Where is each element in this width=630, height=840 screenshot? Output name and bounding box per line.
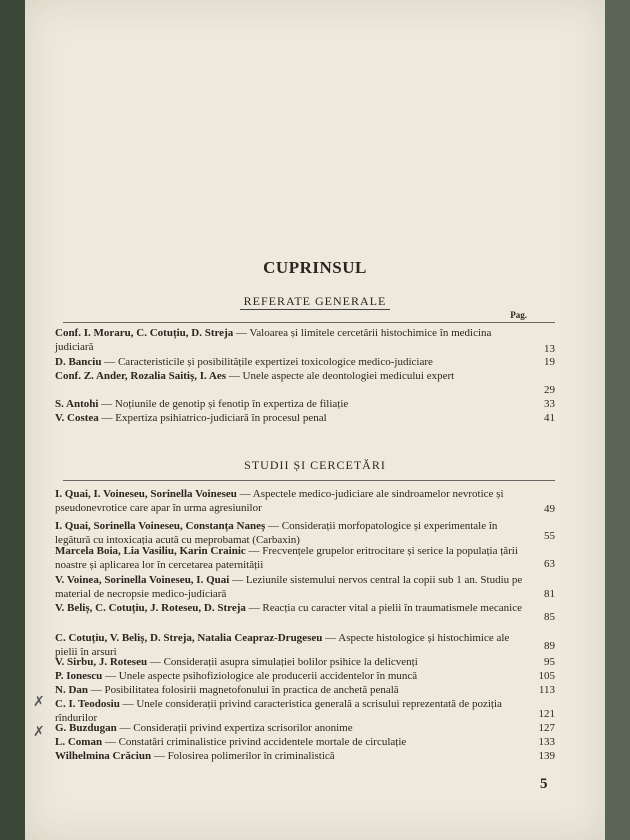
- entry-page-number: 55: [544, 530, 555, 542]
- entry-title: — Aspectele medico-judiciare ale sindroamelor nevrotice și pseudonevrotice care apar în urma agresiunilor: [55, 488, 504, 514]
- entry-authors: Conf. Z. Ander, Rozalia Saitiș, I. Aes: [55, 370, 227, 382]
- entry-page-number: 89: [544, 640, 555, 652]
- entry-title: — Noțiunile de genotip și fenotip în expertiza de filiație: [98, 398, 349, 410]
- toc-entry: [55, 356, 528, 370]
- entry-page-number: 49: [544, 503, 555, 515]
- entry-authors: G. Buzdugan: [55, 722, 117, 734]
- toc-entry: [55, 545, 528, 572]
- pag-label: Pag.: [510, 310, 527, 320]
- entry-title: — Leziunile sistemului nervos central la copii sub 1 an. Studiu pe material de necropsie medico-judiciară: [55, 574, 523, 600]
- table-top-rule: [63, 322, 555, 323]
- entry-authors: V. Beliș, C. Cotuțiu, J. Roteseu, D. Streja: [55, 602, 246, 614]
- entry-title: — Constatări criminalistice privind accidentele mortale de circulație: [102, 736, 407, 748]
- toc-entry: [55, 602, 528, 616]
- entry-authors: I. Quai, Sorinella Voineseu, Constanța Naneș: [55, 520, 266, 532]
- entry-page-number: 85: [544, 611, 555, 623]
- entry-title: — Expertiza psihiatrico-judiciară în procesul penal: [98, 412, 327, 424]
- toc-entry: [55, 750, 528, 764]
- page-number-footer: 5: [540, 776, 548, 792]
- book-page: [25, 0, 605, 840]
- pencil-check-mark: ✗: [33, 695, 45, 710]
- entry-authors: N. Dan: [55, 684, 89, 696]
- entry-title: — Valoarea și limitele cercetării histochimice în medicina judiciară: [55, 327, 492, 353]
- page-title: CUPRINSUL: [263, 258, 367, 277]
- entry-title: — Considerații asupra simulației bolilor psihice la delicvenți: [147, 656, 418, 668]
- toc-entry: [55, 684, 528, 698]
- entry-page-number: 13: [544, 343, 555, 355]
- entry-title: — Considerații privind expertiza scrisorilor anonime: [116, 722, 353, 734]
- entry-title: — Reacția cu caracter vital a pielii în traumatismele mecanice: [245, 602, 522, 614]
- section-heading-studii: STUDII ȘI CERCETĂRI: [244, 458, 386, 472]
- background-right: [605, 0, 630, 840]
- entry-title: — Aspecte histologice și histochimice ale pielii în arsuri: [55, 632, 510, 658]
- entry-authors: V. Voinea, Sorinella Voineseu, I. Quai: [55, 574, 230, 586]
- entry-title: — Posibilitatea folosirii magnetofonului în practica de anchetă penală: [88, 684, 399, 696]
- entry-page-number: 81: [544, 588, 555, 600]
- entry-title: — Considerații morfopatologice și experimentale în legătură cu intoxicația acută cu meprobamat (Carbaxin): [55, 520, 498, 546]
- entry-authors: D. Banciu: [55, 356, 102, 368]
- entry-authors: Marcela Boia, Lia Vasiliu, Karin Crainic: [55, 545, 246, 557]
- entry-authors: Conf. I. Moraru, C. Cotuțiu, D. Streja: [55, 327, 234, 339]
- entry-title: — Frecvențele grupelor eritrocitare și serice la populația țării noastre și aplicarea lor în cercetarea paternității: [55, 545, 518, 571]
- entry-page-number: 121: [538, 708, 555, 720]
- toc-entry: [55, 722, 528, 736]
- toc-entry: [55, 670, 528, 684]
- entry-title: — Folosirea polimerilor în criminalistică: [151, 750, 335, 762]
- entry-authors: I. Quai, I. Voineseu, Sorinella Voineseu: [55, 488, 237, 500]
- toc-entry: [55, 736, 528, 750]
- toc-entry: [55, 520, 528, 547]
- toc-entry: [55, 370, 528, 384]
- entry-title: — Unele considerații privind caracteristica generală a scrisului reprezentată de poziția rîndurilor: [55, 698, 502, 724]
- entry-authors: Wilhelmina Crăciun: [55, 750, 152, 762]
- entry-page-number: 133: [538, 736, 555, 748]
- entry-page-number: 63: [544, 558, 555, 570]
- entry-authors: C. Cotuțiu, V. Beliș, D. Streja, Natalia Ceapraz-Drugeseu: [55, 632, 323, 644]
- pencil-check-mark: ✗: [33, 725, 45, 740]
- entry-authors: L. Coman: [55, 736, 103, 748]
- entry-page-number: 33: [544, 398, 555, 410]
- entry-page-number: 95: [544, 656, 555, 668]
- entry-page-number: 105: [538, 670, 555, 682]
- entry-title: — Caracteristicile și posibilitățile expertizei toxicologice medico-judiciare: [101, 356, 433, 368]
- entry-authors: V. Costea: [55, 412, 99, 424]
- entry-page-number: 113: [538, 684, 555, 696]
- entry-page-number: 139: [538, 750, 555, 762]
- entry-authors: C. I. Teodosiu: [55, 698, 120, 710]
- entry-authors: P. Ionescu: [55, 670, 103, 682]
- toc-entry: [55, 398, 528, 412]
- entry-authors: V. Sirbu, J. Roteseu: [55, 656, 148, 668]
- toc-entry: [55, 488, 528, 515]
- toc-entry: [55, 327, 528, 354]
- toc-entry: [55, 412, 528, 426]
- heading-underline: [240, 309, 390, 310]
- entry-title: — Unele aspecte psihofiziologice ale producerii accidentelor în muncă: [102, 670, 418, 682]
- section-heading-referate: REFERATE GENERALE: [243, 294, 387, 308]
- entry-title: — Unele aspecte ale deontologiei medicului expert: [226, 370, 455, 382]
- toc-entry: [55, 574, 528, 601]
- entry-page-number: 19: [544, 356, 555, 368]
- entry-page-number: 41: [544, 412, 555, 424]
- background-left: [0, 0, 25, 840]
- table-top-rule: [63, 480, 555, 481]
- entry-authors: S. Antohi: [55, 398, 99, 410]
- toc-entry: [55, 656, 528, 670]
- entry-page-number: 29: [544, 384, 555, 396]
- entry-page-number: 127: [538, 722, 555, 734]
